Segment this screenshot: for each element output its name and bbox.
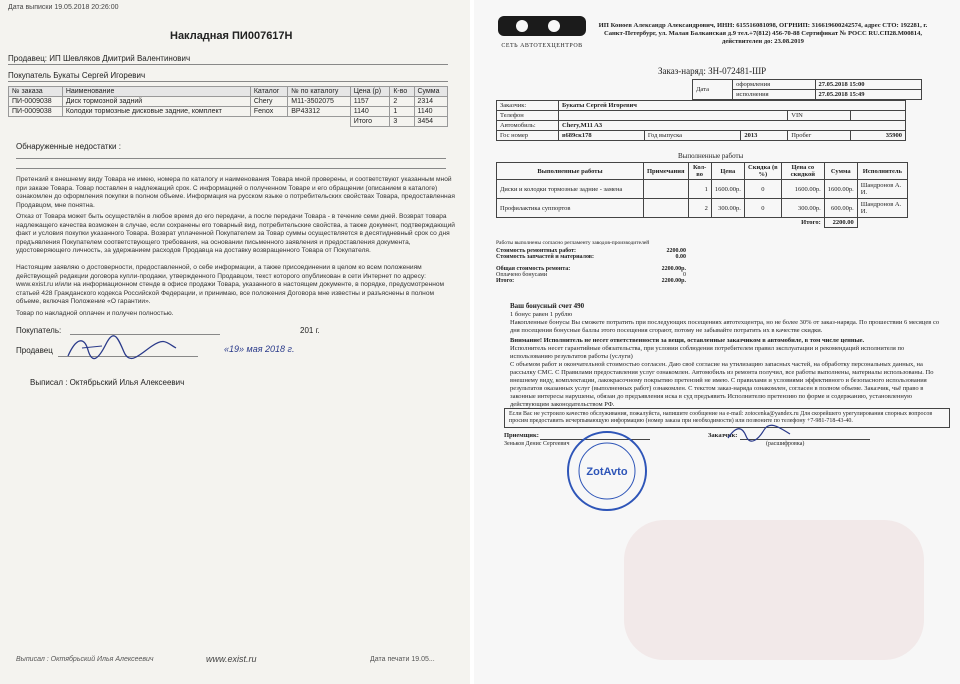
phone-label: Телефон [497, 111, 559, 121]
buyer-sign-year: 201 г. [300, 326, 320, 335]
sum-parts-label: Стоимость запчастей и материалов: [496, 254, 595, 260]
paid-bonus: 0 [683, 272, 686, 278]
client-label: Заказчик: [497, 101, 559, 111]
table-cell: 1140 [414, 107, 448, 117]
gosnomer-label: Гос номер [497, 131, 559, 141]
works-row [497, 199, 908, 218]
receiver-name: Зеньков Денис Сергеевич [504, 441, 570, 447]
dates-table [692, 79, 922, 100]
seller-signature [62, 334, 182, 362]
company-details: ИП Коноев Александр Александрович, ИНН: 615516081098, ОГРНИП: 316619600242574, адрес СТО: 192281, г. Санкт-Петербург, ул. Малая Балканская д.9 тел.+7(812) 456-70-88 Сертификат № РОСС RU.СП28.М00814, действителен до: 23.08.2019 [598, 22, 928, 45]
table-total-row [9, 117, 448, 127]
itogo-label: Итого: [496, 278, 515, 284]
footer-issued: Выписал : Октябрьский Илья Алексеевич [16, 656, 154, 663]
return-paragraph: Отказ от Товара может быть осуществлён в любое время до его передачи, а после передачи Товара - в течение семи дней. Возврат товара надлежащего качества возможен в случае, если сохранены его товарный вид, потребительские свойства, а также документ, подтверждающий факт и условия покупки указанного Товара. Возврат уплаченной Покупателем за Товар суммы осуществляется в десятидневный срок со дня предъявления Покупателем соответствующего требования, на основании письменного заявления и предоставления документа, удостоверяющего личность, за удержанием расходов Продавца на доставку возвращенного Товара от Покупателя. [16, 213, 455, 255]
work-sum: 600.00р. [824, 199, 857, 218]
company-stamp [566, 430, 648, 512]
footer-site: www.exist.ru [206, 654, 257, 664]
work-price-discounted: 300.00р. [781, 199, 824, 218]
print-date: Дата выписки 19.05.2018 20:26:00 [8, 4, 119, 11]
client-sign-label: Заказчик: [708, 432, 738, 439]
company-logo [492, 14, 592, 48]
table-cell: Fenox [250, 107, 287, 117]
table-cell: M11-3502075 [288, 97, 350, 107]
vin-label: VIN [788, 111, 851, 121]
table-header: Наименование [62, 87, 250, 97]
receiver-label: Приемщик: [504, 432, 539, 439]
bonus-title: Ваш бонусный счет 490 [510, 302, 585, 310]
sum-works: 2200.00 [666, 248, 686, 254]
works-title: Выполненные работы [678, 152, 744, 160]
work-price-discounted: 1600.00р. [781, 180, 824, 199]
mileage-value: 35900 [851, 131, 906, 141]
table-cell: 1140 [350, 107, 390, 117]
work-name: Диски и колодки тормозные задние - замена [497, 180, 644, 199]
work-price: 1600.00р. [711, 180, 744, 199]
work-discount: 0 [744, 180, 781, 199]
sums-block [496, 248, 686, 284]
year-value: 2013 [741, 131, 788, 141]
agreement-paragraph: Настоящим заявляю о достоверности, предоставленной, о себе информации, а также присоединении в целом ко всем положениям действующей редакции договора купли-продажи, утвержденного Продавцом, текст которого опубликован в сети Интернет по адресу: www.exist.ru и/или на информационном стенде в офисе продажи Товара, указанного в настоящем документе, в порядке, предусмотренном статьей 428 Гражданского кодекса Российской Федерации, и принимаю, все положения Договора мне известны и разъяснены в полном объеме, включая Положение «О гарантии». [16, 264, 445, 306]
table-cell: 2 [390, 97, 414, 107]
work-qty: 2 [688, 199, 711, 218]
stamp-seal-icon [566, 430, 648, 512]
work-executor: Шандронов А. И. [857, 199, 907, 218]
itogo: 2200.00р. [661, 278, 686, 284]
work-sum: 1600.00р. [824, 180, 857, 199]
client-table [496, 100, 906, 141]
works-header: Сумма [824, 163, 857, 180]
work-name: Профилактика суппортов [497, 199, 644, 218]
items-table [8, 86, 448, 127]
table-header: № заказа [9, 87, 63, 97]
works-total: 2200.00 [824, 218, 857, 228]
mileage-label: Пробег [788, 131, 851, 141]
sum-parts: 0.00 [675, 254, 686, 260]
work-discount: 0 [744, 199, 781, 218]
table-header: Каталог [250, 87, 287, 97]
works-header: Цена [711, 163, 744, 180]
works-header: Исполнитель [857, 163, 907, 180]
buyer-sign-label: Покупатель: [16, 326, 62, 335]
reg-label: оформления [733, 80, 815, 90]
warning-text: Исполнитель несет гарантийные обязательства, при условии соблюдения потребителем правил эксплуатации и рекомендаций исполнителя по использованию результатов работы (услуги) С объемом работ и окончательной стоимостью согласен. Даю своё согласие на утилизацию запасных частей, на обработку персональных данных, на рассылку СМС. С Правилами предоставления услуг ознакомлен. Автомобиль из ремонта получил, все работы выполнены, материалы использованы. По внешнему виду, комплектации, лакокрасочному покрытию претензий не имею. С правилами и условиями эффективного и безопасного использования результатов оказанных услуг (выполненных работ) ознакомлен. С текстом заказ-наряда ознакомлен, согласен в полном объеме. Заказчик, чьё право в законные интересы нарушены, обязан до предъявления иска в суд предъявить Исполнителю претензию по форме и содержанию, установленную действующим законодательством РФ. [510, 345, 934, 408]
works-header: Выполненные работы [497, 163, 644, 180]
total-label: Итого [350, 117, 390, 127]
gosnomer-value: в689ск178 [559, 131, 645, 141]
warning-title: Внимание! Исполнитель не несет ответственности за вещи, оставленные заказчиком в автомобиле, в том числе ценные. [510, 337, 865, 344]
done-label: исполнения [733, 90, 815, 100]
work-order-document [474, 0, 960, 684]
client-name: Букаты Сергей Игоревич [559, 101, 906, 111]
invoice-title: Накладная ПИ007617Н [170, 30, 293, 42]
work-price: 300.00р. [711, 199, 744, 218]
table-cell: 1157 [350, 97, 390, 107]
year-label: Год выпуска [644, 131, 741, 141]
reg-date: 27.05.2018 15:00 [815, 80, 922, 90]
paid-bonus-label: Оплачено бонусами [496, 272, 548, 278]
seller-sign-date: «19» мая 2018 г. [224, 344, 295, 354]
table-cell: 1 [390, 107, 414, 117]
invoice-document [0, 0, 470, 684]
decode-label: (расшифровка) [766, 441, 805, 447]
table-cell: 2314 [414, 97, 448, 107]
works-header: Скидка (в %) [744, 163, 781, 180]
works-total-label: Итого: [801, 219, 821, 227]
work-note [644, 199, 689, 218]
works-header: Цена со скидкой [781, 163, 824, 180]
paid-note: Товар по накладной оплачен и получен полностью. [16, 310, 174, 317]
table-header: № по каталогу [288, 87, 350, 97]
works-header: Примечания [644, 163, 689, 180]
total-qty: 3 [390, 117, 414, 127]
table-row [9, 107, 448, 117]
zotavto-logo-icon [492, 14, 592, 38]
sum-total: 2200.00р. [661, 266, 686, 272]
done-date: 27.05.2018 15:49 [815, 90, 922, 100]
date-label: Дата [693, 80, 733, 100]
works-table [496, 162, 908, 228]
table-cell: ПИ-0009038 [9, 107, 63, 117]
auto-value: Chery,M11 A3 [559, 121, 906, 131]
table-cell: BP43312 [288, 107, 350, 117]
work-qty: 1 [688, 180, 711, 199]
sum-total-label: Общая стоимость ремонта: [496, 266, 571, 272]
order-title: Заказ-наряд: ЗН-072481-ШР [658, 66, 767, 76]
guarantee-note: Работы выполнены согласно регламенту заводов-производителей [496, 240, 650, 246]
seller-sign-label: Продавец [16, 346, 53, 355]
table-header: К-во [390, 87, 414, 97]
table-cell: Колодки тормозные дисковые задние, комплект [62, 107, 250, 117]
total-sum: 3454 [414, 117, 448, 127]
works-row [497, 180, 908, 199]
feedback-box: Если Вас не устроило качество обслуживания, пожалуйста, напишите сообщение на e-mail: zotocenka@yandex.ru Для скорейшего урегулирования спорных вопросов просим предоставить исчерпывающую информацию (номер заказа при необходимости) или позвоните по телефону +7-981-718-43-40. [504, 408, 950, 428]
table-row [9, 97, 448, 107]
sum-works-label: Стоимость ремонтных работ: [496, 248, 577, 254]
claims-paragraph: Претензий к внешнему виду Товара не имею, номера по каталогу и наименования Товара мной проверены, и соответствуют указанным мной при заказе Товара. Товар поставлен в надлежащий срок. С информацией о полученном Товаре и его обращении (описанием в каталоге) ознакомлен до оформления покупки в полном объеме. Информация на русском языке о потребительских свойствах Товара, предоставленная Продавцом, мне понятна. [16, 176, 455, 209]
works-header: Кол-во [688, 163, 711, 180]
stamp-text: ZotAvto [586, 466, 628, 478]
defects-label: Обнаруженные недостатки : [16, 142, 121, 151]
table-cell: ПИ-0009038 [9, 97, 63, 107]
logo-caption: СЕТЬ АВТОТЕХЦЕНТРОВ [501, 43, 583, 49]
work-executor: Шандронов А. И. [857, 180, 907, 199]
table-header: Сумма [414, 87, 448, 97]
bleed-through [624, 520, 924, 660]
buyer-line: Покупатель Букаты Сергей Игоревич [8, 71, 146, 80]
table-cell: Диск тормозной задний [62, 97, 250, 107]
work-note [644, 180, 689, 199]
table-header: Цена (р) [350, 87, 390, 97]
table-cell: Chery [250, 97, 287, 107]
seller-line: Продавец: ИП Шевляков Дмитрий Валентинович [8, 54, 191, 63]
footer-page: Дата печати 19.05... [370, 656, 435, 663]
bonus-text: 1 бонус равен 1 рублю Накопленные бонусы Вы сможете потратить при последующих посещениях автотехцентра, но не более 30% от заказ-наряда. По прошествии 6 месяцев со дня посещения бонусные баллы этого посещения сгорают, потому не забывайте потратить их в качестве скидки. [510, 311, 940, 334]
client-signature [724, 424, 794, 442]
issued-by: Выписал : Октябрьский Илья Алексеевич [30, 378, 185, 387]
auto-label: Автомобиль: [497, 121, 559, 131]
